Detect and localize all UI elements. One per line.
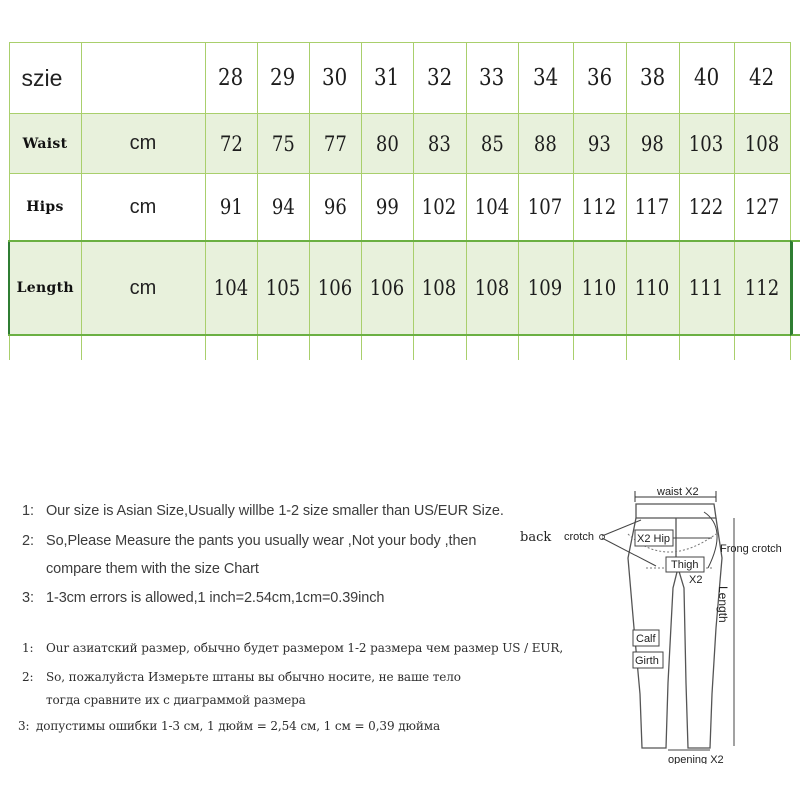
empty-cell (466, 335, 518, 360)
thigh-label: Thigh (671, 559, 699, 571)
empty-cell (9, 335, 81, 360)
value-cell: 109 (518, 241, 573, 335)
value-cell: 105 (257, 241, 309, 335)
unit-cell: cm (81, 174, 205, 242)
empty-cell (734, 335, 790, 360)
empty-cell (257, 335, 309, 360)
empty-cell (361, 335, 413, 360)
value-cell: 96 (309, 174, 361, 242)
hips-row (9, 174, 790, 242)
note-ru-1: 1: Our азиатский размер, обычно будет размером 1-2 размера чем размер US / EUR, (22, 641, 564, 655)
value-cell: 93 (573, 114, 626, 174)
note-en-3: 3: 1-3cm errors is allowed,1 inch=2.54cm,1cm=0.39inch (22, 590, 385, 606)
waist-label: waist X2 (657, 486, 699, 498)
size-cell: 38 (626, 43, 679, 114)
value-cell: 98 (626, 114, 679, 174)
value-cell: 77 (309, 114, 361, 174)
value-cell: 122 (679, 174, 734, 242)
empty-cell (518, 335, 573, 360)
value-cell: 106 (361, 241, 413, 335)
size-cell: 33 (466, 43, 518, 114)
value-cell: 99 (361, 174, 413, 242)
row-label: Length (9, 241, 81, 335)
value-cell: 94 (257, 174, 309, 242)
value-cell: 75 (257, 114, 309, 174)
front-crotch-label: Frong crotch (720, 543, 782, 555)
empty-cell (205, 335, 257, 360)
girth-label: Girth (635, 655, 659, 667)
size-cell: 30 (309, 43, 361, 114)
empty-row (9, 335, 790, 360)
value-cell: 103 (679, 114, 734, 174)
row-label: Hips (9, 174, 81, 242)
empty-cell (626, 335, 679, 360)
pants-measurement-diagram (516, 478, 800, 764)
header-blank-cell (81, 43, 205, 114)
size-cell: 34 (518, 43, 573, 114)
value-cell: 112 (734, 241, 790, 335)
empty-cell (573, 335, 626, 360)
size-header-label: szie (9, 43, 81, 114)
thigh-x2-label: X2 (689, 574, 703, 586)
value-cell: 110 (626, 241, 679, 335)
calf-label: Calf (636, 633, 656, 645)
value-cell: 80 (361, 114, 413, 174)
value-cell: 108 (413, 241, 466, 335)
size-cell: 40 (679, 43, 734, 114)
note-ru-2: 2: So, пожалуйста Измерьте штаны вы обычно носите, не ваше тело (22, 670, 461, 684)
value-cell: 85 (466, 114, 518, 174)
size-header-row (9, 43, 790, 114)
size-chart-table (8, 42, 791, 360)
selection-border-fragment (790, 240, 800, 336)
back-label: back (520, 530, 552, 545)
value-cell: 88 (518, 114, 573, 174)
row-label: Waist (9, 114, 81, 174)
size-cell: 28 (205, 43, 257, 114)
value-cell: 108 (466, 241, 518, 335)
crotch-label: crotch (564, 531, 594, 543)
note-en-2: 2: So,Please Measure the pants you usually wear ,Not your body ,then (22, 533, 477, 549)
value-cell: 104 (466, 174, 518, 242)
value-cell: 107 (518, 174, 573, 242)
empty-cell (309, 335, 361, 360)
value-cell: 83 (413, 114, 466, 174)
unit-cell: cm (81, 241, 205, 335)
empty-cell (81, 335, 205, 360)
value-cell: 110 (573, 241, 626, 335)
value-cell: 104 (205, 241, 257, 335)
note-en-2-cont: compare them with the size Chart (46, 561, 259, 577)
note-ru-3: 3: допустимы ошибки 1-3 см, 1 дюйм = 2,54 см, 1 см = 0,39 дюйма (18, 719, 441, 733)
size-cell: 42 (734, 43, 790, 114)
value-cell: 102 (413, 174, 466, 242)
value-cell: 91 (205, 174, 257, 242)
size-cell: 29 (257, 43, 309, 114)
size-cell: 36 (573, 43, 626, 114)
value-cell: 111 (679, 241, 734, 335)
value-cell: 72 (205, 114, 257, 174)
empty-cell (679, 335, 734, 360)
value-cell: 108 (734, 114, 790, 174)
value-cell: 127 (734, 174, 790, 242)
note-ru-2-cont: тогда сравните их с диаграммой размера (46, 693, 306, 707)
size-cell: 31 (361, 43, 413, 114)
waist-row (9, 114, 790, 174)
length-label: Length (716, 586, 730, 623)
length-row (9, 241, 790, 335)
unit-cell: cm (81, 114, 205, 174)
value-cell: 117 (626, 174, 679, 242)
hip-label: X2 Hip (637, 533, 671, 545)
opening-label: opening X2 (668, 754, 724, 764)
size-cell: 32 (413, 43, 466, 114)
value-cell: 106 (309, 241, 361, 335)
empty-cell (413, 335, 466, 360)
note-en-1: 1: Our size is Asian Size,Usually willbe 1-2 size smaller than US/EUR Size. (22, 503, 504, 519)
value-cell: 112 (573, 174, 626, 242)
